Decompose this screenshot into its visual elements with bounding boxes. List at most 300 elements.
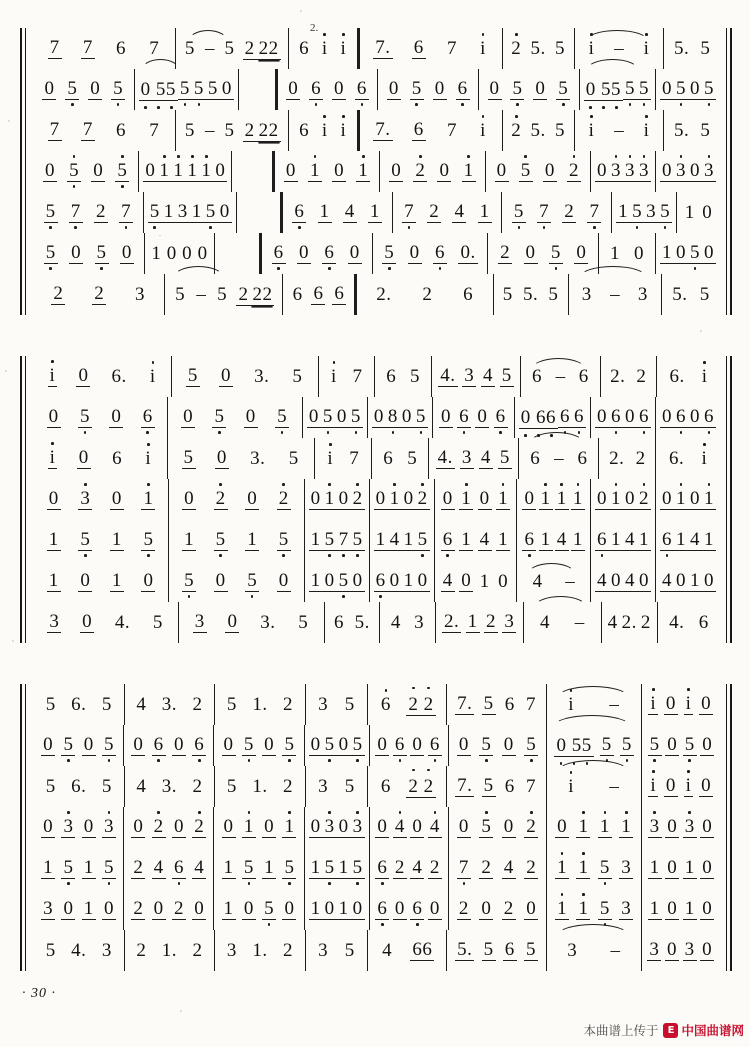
note: 5 <box>601 734 612 755</box>
note: 22 <box>252 283 273 305</box>
staff-row <box>22 397 730 438</box>
measure <box>357 274 494 315</box>
note: 6 <box>504 694 515 715</box>
note: 0 <box>503 816 514 837</box>
note: 2 <box>415 160 426 181</box>
note: 1 <box>163 201 174 222</box>
note: 2. <box>621 612 637 633</box>
system-1 <box>20 28 732 315</box>
note: 5 <box>184 570 195 591</box>
measure <box>449 848 548 889</box>
note: 5 <box>101 776 112 797</box>
note: 5. <box>354 612 370 633</box>
measure <box>306 766 368 807</box>
note: 5 <box>512 78 523 99</box>
octave-dots <box>584 106 623 109</box>
note: 2 <box>215 488 226 509</box>
note: 5 <box>69 160 80 181</box>
note: 66 <box>412 939 433 960</box>
note: 0 <box>93 160 104 181</box>
note: 6 <box>294 201 305 222</box>
note: 1 <box>621 816 632 837</box>
note: 3. <box>161 776 177 797</box>
staff-row <box>22 684 730 725</box>
note: 0 <box>440 406 451 427</box>
note: 2 <box>244 119 255 141</box>
measure <box>214 848 304 889</box>
measure <box>449 889 548 930</box>
note: – <box>610 284 620 305</box>
note: 0 <box>503 734 514 755</box>
staff-row <box>22 848 730 889</box>
measure <box>370 725 449 766</box>
note: 6 <box>377 857 388 878</box>
note: 4 <box>394 816 405 837</box>
note: 5 <box>184 120 195 141</box>
note: i <box>340 38 347 59</box>
note: 2 <box>53 283 64 304</box>
note: 5 <box>243 857 254 878</box>
note: 0 <box>111 488 122 509</box>
note: 6 <box>380 694 391 715</box>
note: 1 <box>479 201 490 222</box>
note: 5 <box>526 734 537 755</box>
note: i <box>330 366 337 387</box>
note: 2 <box>503 898 514 919</box>
measure <box>34 725 124 766</box>
note: 2 <box>136 940 147 961</box>
note: 3 <box>104 816 115 837</box>
octave-dots <box>406 687 435 690</box>
measure <box>179 602 324 643</box>
note: i <box>650 775 657 796</box>
measure <box>602 602 658 643</box>
note: 5 <box>324 529 335 550</box>
note: 4 <box>454 201 465 222</box>
measure <box>34 479 169 520</box>
note: 5 <box>149 201 160 222</box>
note: 0 <box>104 898 115 919</box>
note: 5 <box>45 242 56 263</box>
note: 1 <box>661 242 672 263</box>
note: 5 <box>384 242 395 263</box>
note: 3 <box>43 898 54 919</box>
note: – <box>204 120 215 141</box>
staff-row <box>22 110 730 151</box>
measure <box>435 479 518 520</box>
scan-speckle <box>12 640 14 642</box>
measure <box>34 438 168 479</box>
note: 6 <box>495 406 506 427</box>
note: 1 <box>83 857 94 878</box>
note: 0 <box>215 570 226 591</box>
note: 0 <box>373 406 384 427</box>
note: 5 <box>324 734 335 755</box>
note: – <box>610 940 620 961</box>
note: 5 <box>298 612 309 633</box>
note: 5 <box>625 78 636 99</box>
measure <box>656 479 720 520</box>
note: 0 <box>243 898 254 919</box>
note: 0 <box>288 78 299 99</box>
note: 6 <box>442 529 453 550</box>
note: 0 <box>352 570 363 591</box>
note: 2 <box>422 284 433 305</box>
measure <box>232 151 275 192</box>
note: 6 <box>524 529 535 550</box>
footer-text: 本曲谱上传于 <box>583 1023 659 1038</box>
measure <box>575 28 665 69</box>
note: 1 <box>375 529 386 550</box>
note: 2 <box>500 242 511 263</box>
measure <box>447 930 546 971</box>
note: 0 <box>412 816 423 837</box>
note: 6 <box>324 242 335 263</box>
measure <box>370 561 435 602</box>
note: 5 <box>481 816 492 837</box>
note: 1 <box>403 570 414 591</box>
note: 0 <box>184 488 195 509</box>
note: 2 <box>417 488 428 509</box>
measure <box>656 397 720 438</box>
note: 0 <box>625 488 636 509</box>
note: 5 <box>554 120 565 141</box>
note: 5 <box>278 529 289 550</box>
note: 4 <box>483 365 493 386</box>
note: 3 <box>414 612 425 633</box>
note: 0 <box>334 160 345 181</box>
measure <box>34 110 176 151</box>
measure <box>168 397 302 438</box>
note: 2 <box>278 488 289 509</box>
measure <box>656 69 720 110</box>
measure <box>372 438 429 479</box>
note: 5 <box>226 694 237 715</box>
note: 1 <box>556 488 567 509</box>
note: 0 <box>535 78 546 99</box>
note: 0 <box>689 406 700 427</box>
note: 0 <box>78 447 89 468</box>
note: 5 <box>101 694 112 715</box>
note: 6 <box>413 119 424 140</box>
note: 1 <box>143 488 154 509</box>
note: 1 <box>557 857 568 878</box>
measure <box>172 356 319 397</box>
note: 4 <box>389 529 400 550</box>
note: 0 <box>220 365 231 386</box>
note: 5 <box>45 694 56 715</box>
note: 1 <box>338 857 349 878</box>
measure <box>319 356 375 397</box>
note: 0 <box>182 243 193 264</box>
note: 2 <box>429 201 440 222</box>
note: 0 <box>183 406 194 427</box>
measure <box>447 684 546 725</box>
note: i <box>568 694 575 715</box>
staff-block-2 <box>20 356 732 643</box>
measure <box>486 151 591 192</box>
measure <box>34 151 139 192</box>
note: 1 <box>611 529 622 550</box>
measure <box>503 28 575 69</box>
note: 0 55 <box>140 78 176 100</box>
note: 3 <box>352 816 363 837</box>
note: 2 2 <box>408 693 434 715</box>
measure <box>360 110 503 151</box>
measure <box>591 561 656 602</box>
note: 0 <box>690 160 700 181</box>
note: 6 <box>457 78 468 99</box>
note: 0 <box>667 734 678 755</box>
note: 0 <box>667 898 678 919</box>
measure <box>275 151 380 192</box>
note: 2 <box>283 694 294 715</box>
note: 3 <box>80 488 91 509</box>
note: 0 55 <box>556 734 592 756</box>
measure <box>515 397 591 438</box>
note: 3 <box>649 939 660 960</box>
measure <box>34 889 124 930</box>
site-logo[interactable] <box>663 1021 744 1039</box>
measure <box>435 520 518 561</box>
note: 22 <box>258 37 279 59</box>
note: 5 <box>411 78 422 99</box>
measure <box>176 28 289 69</box>
note: 7 <box>349 448 360 469</box>
footer-credit <box>583 1021 744 1039</box>
note: 6 <box>116 120 127 141</box>
measure <box>380 602 436 643</box>
note-group <box>406 776 435 798</box>
staff-row <box>22 807 730 848</box>
measure <box>124 848 214 889</box>
note: 0 <box>78 365 89 386</box>
measure <box>370 520 435 561</box>
note: 1. <box>161 940 177 961</box>
note: 6 <box>703 406 714 427</box>
measure <box>125 684 216 725</box>
note: 4. <box>71 940 87 961</box>
note: 3. <box>250 448 266 469</box>
measure <box>429 438 519 479</box>
note: 3. <box>260 612 276 633</box>
note: i <box>568 776 575 797</box>
note: 5. <box>673 120 690 141</box>
measure <box>547 889 641 930</box>
note: 5 <box>175 284 186 305</box>
note: 6 <box>380 776 391 797</box>
note: 6 <box>153 734 164 755</box>
note: 5 <box>224 120 235 141</box>
measure <box>34 520 169 561</box>
note: 0 <box>310 734 321 755</box>
note: 4 <box>412 857 423 878</box>
note: 6 <box>610 406 621 427</box>
note: 4 <box>625 570 636 591</box>
note: 7 <box>446 38 457 59</box>
note: 5. <box>530 38 546 59</box>
note: 5 <box>481 734 492 755</box>
measure <box>375 356 431 397</box>
note: 0 <box>702 816 713 837</box>
note: 0 <box>662 160 672 181</box>
measure <box>488 233 599 274</box>
measure <box>591 397 656 438</box>
note: 0 <box>676 570 687 591</box>
note: 6 <box>429 734 440 755</box>
note: 5 <box>554 38 565 59</box>
note: 6 <box>394 734 405 755</box>
note: 8 <box>387 406 398 427</box>
note: 5 <box>344 776 355 797</box>
note: 0 <box>403 488 414 509</box>
measure <box>176 110 289 151</box>
note: 0 <box>166 243 177 264</box>
note: 0 <box>477 406 488 427</box>
note: 1 <box>338 898 349 919</box>
note: 0 <box>264 734 275 755</box>
note: 5 <box>113 78 124 99</box>
note: 1 <box>684 202 695 223</box>
note: 1 <box>151 243 162 264</box>
measure <box>305 848 370 889</box>
note: 1 <box>187 160 198 181</box>
staff-row <box>22 151 730 192</box>
measure <box>34 69 135 110</box>
measure <box>373 233 489 274</box>
note: 0 <box>394 898 405 919</box>
note: 0 <box>544 160 555 181</box>
note: 2 <box>636 366 647 387</box>
note: 2 <box>133 898 144 919</box>
note: 5 <box>63 734 74 755</box>
note: i <box>340 120 347 141</box>
measure <box>305 889 370 930</box>
staff-row <box>22 274 730 315</box>
note: 6 <box>292 284 303 305</box>
note: 5 <box>214 406 225 427</box>
measure <box>124 807 214 848</box>
note: 7 <box>526 776 537 797</box>
measure <box>135 69 239 110</box>
note: 6 <box>573 406 584 427</box>
note: 0 <box>526 898 537 919</box>
note: 5 <box>550 242 561 263</box>
note: 1 <box>557 898 568 919</box>
note: 0 <box>44 78 55 99</box>
note: 1 <box>310 570 321 591</box>
note: 0 <box>639 570 650 591</box>
measure <box>165 274 283 315</box>
note: i <box>588 120 595 141</box>
measure <box>378 69 479 110</box>
note: 5 <box>350 406 361 427</box>
note: 0 <box>690 488 701 509</box>
note: 0 <box>133 734 144 755</box>
note: 2 <box>192 940 203 961</box>
note: 5 <box>292 366 303 387</box>
measure <box>656 561 720 602</box>
note: 7 <box>458 857 469 878</box>
staff-row <box>22 930 730 971</box>
measure <box>677 192 720 233</box>
measure <box>215 233 262 274</box>
note: 0 <box>349 242 360 263</box>
note: 4. <box>440 365 456 386</box>
measure <box>34 848 124 889</box>
note: 6 <box>356 78 367 99</box>
note: 0 <box>197 243 208 264</box>
note: 0 <box>83 816 94 837</box>
note: 5 <box>117 160 128 181</box>
note: 0 <box>48 406 59 427</box>
measure <box>169 479 304 520</box>
note: 0 <box>597 160 607 181</box>
measure <box>517 479 591 520</box>
measure <box>664 28 720 69</box>
measure <box>237 192 283 233</box>
note: 0 <box>662 78 673 99</box>
note: 5 <box>45 940 56 961</box>
note: 0 <box>90 78 101 99</box>
note: 5 <box>499 447 510 468</box>
note: 0 <box>701 775 712 796</box>
measure <box>214 807 304 848</box>
note-group <box>584 79 623 101</box>
measure <box>580 69 656 110</box>
note: i <box>701 448 708 469</box>
note: 7 <box>446 120 457 141</box>
staff-row <box>22 766 730 807</box>
note: 0 <box>247 488 258 509</box>
note: 22 <box>258 119 279 141</box>
note: 0 <box>667 816 678 837</box>
note: 5 <box>205 201 216 222</box>
note: 3 <box>461 447 472 468</box>
note: 0 <box>596 406 607 427</box>
note: 0 <box>219 201 230 222</box>
note: 0 <box>352 898 363 919</box>
measure <box>370 889 449 930</box>
note: 2 <box>526 816 537 837</box>
note: 7 <box>404 201 415 222</box>
note: 0 <box>496 160 507 181</box>
note: 3 <box>621 898 632 919</box>
note: 3 <box>101 940 112 961</box>
measure <box>575 110 665 151</box>
note: 7 <box>338 529 349 550</box>
note: 0 <box>412 734 423 755</box>
note: 4 <box>662 570 673 591</box>
note: 0 <box>388 78 399 99</box>
note: 3 <box>318 940 329 961</box>
note: 5 <box>338 570 349 591</box>
page-number: · 30 · <box>22 986 56 1001</box>
note: 0 <box>43 816 54 837</box>
measure <box>215 766 306 807</box>
note: 3 <box>226 940 237 961</box>
measure <box>289 28 360 69</box>
note: 6. <box>111 366 127 387</box>
note: 5 <box>179 78 190 99</box>
note: 7 <box>49 37 60 58</box>
measure <box>664 110 720 151</box>
note: i <box>701 366 708 387</box>
note: 1 <box>572 529 583 550</box>
note: 1 <box>578 857 589 878</box>
measure <box>283 274 357 315</box>
note: 0 <box>324 898 335 919</box>
